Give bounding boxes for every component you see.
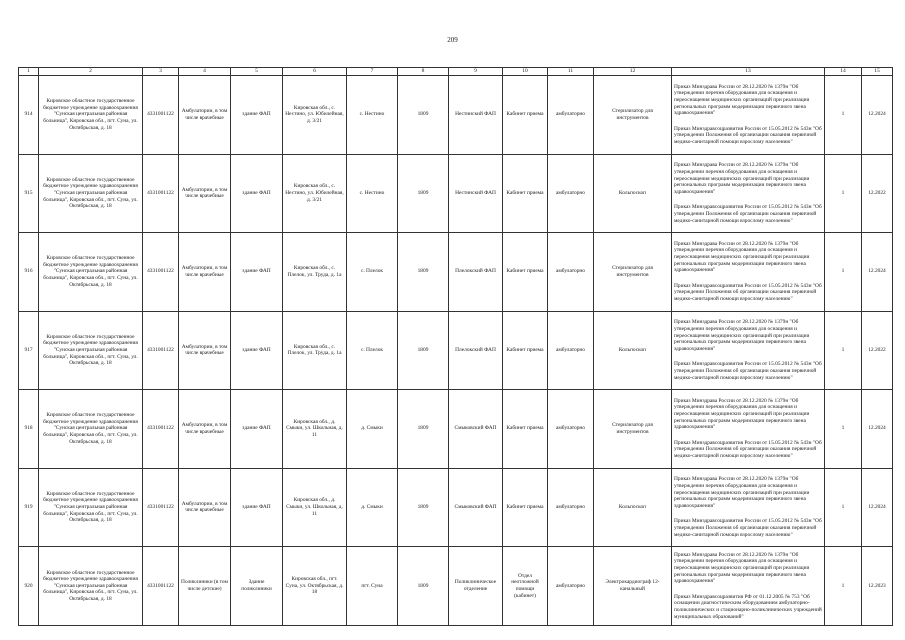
inn-cell: 4331001122	[143, 76, 179, 155]
facility-type-cell: Амбулатории, в том числе врачебные	[179, 468, 231, 547]
locality-cell: д. Смыки	[347, 390, 398, 469]
address-cell: Кировская обл., д. Смыки, ул. Школьная, д. 11	[283, 468, 347, 547]
year-cell: 1809	[398, 76, 449, 155]
legal-basis-order-1: Приказ Минздрава России от 28.12.2020 № 1379н "Об утверждении перечня оборудования для оснащения и переоснащения медицинских организаций при реализации региональных программ модернизации первичного звена здравоохранения"	[674, 319, 810, 352]
legal-basis-order-1: Приказ Минздрава России от 28.12.2020 № 1379н "Об утверждении перечня оборудования для оснащения и переоснащения медицинских организаций при реализации региональных программ модернизации первичного звена здравоохранения"	[674, 83, 810, 117]
column-header-5: 5	[231, 68, 283, 76]
legal-basis-cell	[672, 547, 825, 626]
year-cell: 1809	[398, 154, 449, 233]
legal-basis-order-1: Приказ Минздрава России от 28.12.2020 № 1379н "Об утверждении перечня оборудования для оснащения и переоснащения медицинских организаций при реализации региональных программ модернизации первичного звена здравоохранения"	[674, 476, 810, 509]
care-type-cell: амбулаторно	[548, 154, 594, 233]
address-cell: Кировская обл., пгт. Суна, ул. Октябрьская, д. 18	[283, 547, 347, 626]
quantity-cell: 1	[825, 233, 862, 312]
building-cell: здание ФАП	[231, 76, 283, 155]
room-cell: Кабинет приема	[503, 390, 548, 469]
legal-basis-cell	[672, 390, 825, 469]
inn-cell: 4331001122	[143, 547, 179, 626]
date-cell: 12.2023	[862, 547, 893, 626]
table-row	[19, 311, 893, 390]
room-cell: Кабинет приема	[503, 76, 548, 155]
row-number: 918	[19, 390, 39, 469]
column-header-8: 8	[398, 68, 449, 76]
unit-cell: Плелокский ФАП	[449, 233, 503, 312]
organization-cell: Кировское областное государственное бюджетное учреждение здравоохранения "Сунская центральная районная больница", Кировская обл., пгт. Суна, ул. Октябрьская, д. 18	[39, 233, 143, 312]
care-type-cell: амбулаторно	[548, 390, 594, 469]
building-cell: здание ФАП	[231, 468, 283, 547]
facility-type-cell: Поликлиники (в том числе детские)	[179, 547, 231, 626]
unit-cell: Смыковский ФАП	[449, 390, 503, 469]
column-header-2: 2	[39, 68, 143, 76]
year-cell: 1809	[398, 390, 449, 469]
quantity-cell: 1	[825, 547, 862, 626]
quantity-cell: 1	[825, 468, 862, 547]
inn-cell: 4331001122	[143, 233, 179, 312]
organization-cell: Кировское областное государственное бюджетное учреждение здравоохранения "Сунская центральная районная больница", Кировская обл., пгт. Суна, ул. Октябрьская, д. 18	[39, 76, 143, 155]
quantity-cell: 1	[825, 76, 862, 155]
quantity-cell: 1	[825, 390, 862, 469]
year-cell: 1809	[398, 311, 449, 390]
legal-basis-cell	[672, 154, 825, 233]
care-type-cell: амбулаторно	[548, 76, 594, 155]
room-cell: Кабинет приема	[503, 311, 548, 390]
organization-cell: Кировское областное государственное бюджетное учреждение здравоохранения "Сунская центральная районная больница", Кировская обл., пгт. Суна, ул. Октябрьская, д. 18	[39, 547, 143, 626]
year-cell: 1809	[398, 468, 449, 547]
organization-cell: Кировское областное государственное бюджетное учреждение здравоохранения "Сунская центральная районная больница", Кировская обл., пгт. Суна, ул. Октябрьская, д. 18	[39, 468, 143, 547]
column-header-7: 7	[347, 68, 398, 76]
quantity-cell: 1	[825, 154, 862, 233]
equipment-cell: Стерилизатор для инструментов	[594, 233, 672, 312]
row-number: 920	[19, 547, 39, 626]
equipment-cell: Стерилизатор для инструментов	[594, 390, 672, 469]
table-row	[19, 154, 893, 233]
legal-basis-order-2: Приказ Минздравсоцразвития России от 15.05.2012 № 543н "Об утверждении Положения об организации оказания первичной медико-санитарной помощи взрослому населению"	[674, 518, 822, 538]
unit-cell: Нестинский ФАП	[449, 76, 503, 155]
equipment-cell: Стерилизатор для инструментов	[594, 76, 672, 155]
date-cell: 12.2022	[862, 311, 893, 390]
row-number: 914	[19, 76, 39, 155]
row-number: 916	[19, 233, 39, 312]
legal-basis-cell	[672, 311, 825, 390]
organization-cell: Кировское областное государственное бюджетное учреждение здравоохранения "Сунская центральная районная больница", Кировская обл., пгт. Суна, ул. Октябрьская, д. 18	[39, 154, 143, 233]
header-row	[19, 68, 893, 76]
address-cell: Кировская обл., с. Плелок, ул. Труда, д. 1а	[283, 311, 347, 390]
legal-basis-order-2: Приказ Минздравсоцразвития России от 15.05.2012 № 543н "Об утверждении Положения об организации оказания первичной медико-санитарной помощи взрослому населению"	[674, 361, 822, 381]
table-row	[19, 390, 893, 469]
address-cell: Кировская обл., с. Нестино, ул. Юбилейная, д. 3/21	[283, 154, 347, 233]
room-cell: Кабинет приема	[503, 154, 548, 233]
row-number: 915	[19, 154, 39, 233]
address-cell: Кировская обл., д. Смыки, ул. Школьная, д. 11	[283, 390, 347, 469]
locality-cell: с. Плелок	[347, 233, 398, 312]
year-cell: 1809	[398, 233, 449, 312]
column-header-11: 11	[548, 68, 594, 76]
inn-cell: 4331001122	[143, 311, 179, 390]
column-header-1: 1	[19, 68, 39, 76]
legal-basis-cell	[672, 76, 825, 155]
unit-cell: Смыковский ФАП	[449, 468, 503, 547]
organization-cell: Кировское областное государственное бюджетное учреждение здравоохранения "Сунская центральная районная больница", Кировская обл., пгт. Суна, ул. Октябрьская, д. 18	[39, 390, 143, 469]
facility-type-cell: Амбулатории, в том числе врачебные	[179, 233, 231, 312]
date-cell: 12.2024	[862, 76, 893, 155]
locality-cell: д. Смыки	[347, 468, 398, 547]
locality-cell: пгт. Суна	[347, 547, 398, 626]
building-cell: здание ФАП	[231, 154, 283, 233]
table-row	[19, 233, 893, 312]
inn-cell: 4331001122	[143, 468, 179, 547]
column-header-13: 13	[672, 68, 825, 76]
legal-basis-order-2: Приказ Минздравсоцразвития России от 15.05.2012 № 543н "Об утверждении Положения об организации оказания первичной медико-санитарной помощи взрослому населению"	[674, 125, 822, 146]
legal-basis-order-1: Приказ Минздрава России от 28.12.2020 № 1379н "Об утверждении перечня оборудования для оснащения и переоснащения медицинских организаций при реализации региональных программ модернизации первичного звена здравоохранения"	[674, 240, 810, 274]
building-cell: здание ФАП	[231, 311, 283, 390]
locality-cell: с. Нестино	[347, 154, 398, 233]
column-header-6: 6	[283, 68, 347, 76]
locality-cell: с. Плелок	[347, 311, 398, 390]
legal-basis-order-2: Приказ Минздравсоцразвития России от 15.05.2012 № 543н "Об утверждении Положения об организации оказания первичной медико-санитарной помощи взрослому населению"	[674, 282, 822, 303]
building-cell: здание ФАП	[231, 233, 283, 312]
column-header-12: 12	[594, 68, 672, 76]
building-cell: здание ФАП	[231, 390, 283, 469]
inn-cell: 4331001122	[143, 154, 179, 233]
inn-cell: 4331001122	[143, 390, 179, 469]
room-cell: Кабинет приема	[503, 233, 548, 312]
column-header-10: 10	[503, 68, 548, 76]
organization-cell: Кировское областное государственное бюджетное учреждение здравоохранения "Сунская центральная районная больница", Кировская обл., пгт. Суна, ул. Октябрьская, д. 18	[39, 311, 143, 390]
locality-cell: с. Нестино	[347, 76, 398, 155]
facility-type-cell: Амбулатории, в том числе врачебные	[179, 154, 231, 233]
legal-basis-cell	[672, 468, 825, 547]
quantity-cell: 1	[825, 311, 862, 390]
legal-basis-cell	[672, 233, 825, 312]
address-cell: Кировская обл., с. Плелок, ул. Труда, д. 1а	[283, 233, 347, 312]
page-number: 209	[447, 36, 458, 44]
equipment-cell: Электрокардиограф 12-канальный	[594, 547, 672, 626]
care-type-cell: амбулаторно	[548, 468, 594, 547]
column-header-3: 3	[143, 68, 179, 76]
table-row	[19, 547, 893, 626]
legal-basis-order-2: Приказ Минздравсоцразвития России от 15.05.2012 № 543н "Об утверждении Положения об организации оказания первичной медико-санитарной помощи взрослому населению"	[674, 439, 822, 460]
facility-type-cell: Амбулатории, в том числе врачебные	[179, 76, 231, 155]
row-number: 917	[19, 311, 39, 390]
unit-cell: Плелокский ФАП	[449, 311, 503, 390]
facility-type-cell: Амбулатории, в том числе врачебные	[179, 390, 231, 469]
legal-basis-order-1: Приказ Минздрава России от 28.12.2020 № 1379н "Об утверждении перечня оборудования для оснащения и переоснащения медицинских организаций при реализации региональных программ модернизации первичного звена здравоохранения"	[674, 551, 810, 585]
column-header-14: 14	[825, 68, 862, 76]
building-cell: Здание поликлиники	[231, 547, 283, 626]
unit-cell: Поликлиническое отделение	[449, 547, 503, 626]
date-cell: 12.2024	[862, 468, 893, 547]
column-header-15: 15	[862, 68, 893, 76]
room-cell: Кабинет приема	[503, 468, 548, 547]
legal-basis-order-2: Приказ Минздравсоцразвития России от 15.05.2012 № 543н "Об утверждении Положения об организации оказания первичной медико-санитарной помощи взрослому населению"	[674, 204, 822, 224]
legal-basis-order-1: Приказ Минздрава России от 28.12.2020 № 1379н "Об утверждении перечня оборудования для оснащения и переоснащения медицинских организаций при реализации региональных программ модернизации первичного звена здравоохранения"	[674, 397, 810, 431]
legal-basis-order-1: Приказ Минздрава России от 28.12.2020 № 1379н "Об утверждении перечня оборудования для оснащения и переоснащения медицинских организаций при реализации региональных программ модернизации первичного звена здравоохранения"	[674, 162, 810, 195]
column-header-9: 9	[449, 68, 503, 76]
date-cell: 12.2022	[862, 154, 893, 233]
care-type-cell: амбулаторно	[548, 547, 594, 626]
table-row	[19, 468, 893, 547]
equipment-table	[18, 67, 893, 626]
row-number: 919	[19, 468, 39, 547]
equipment-cell: Кольпоскоп	[594, 311, 672, 390]
unit-cell: Нестинский ФАП	[449, 154, 503, 233]
care-type-cell: амбулаторно	[548, 311, 594, 390]
equipment-cell: Кольпоскоп	[594, 468, 672, 547]
address-cell: Кировская обл., с. Нестино, ул. Юбилейная, д. 3/21	[283, 76, 347, 155]
room-cell: Отдел неотложной помощи (кабинет)	[503, 547, 548, 626]
table-row	[19, 76, 893, 155]
legal-basis-order-2: Приказ Минздравсоцразвития РФ от 01.12.2005 № 753 "Об оснащении диагностическим оборудованием амбулаторно-поликлинических и стационарно-поликлинических учреждений муниципальных образований"	[674, 593, 822, 620]
date-cell: 12.2024	[862, 233, 893, 312]
care-type-cell: амбулаторно	[548, 233, 594, 312]
column-header-4: 4	[179, 68, 231, 76]
equipment-cell: Кольпоскоп	[594, 154, 672, 233]
date-cell: 12.2024	[862, 390, 893, 469]
facility-type-cell: Амбулатории, в том числе врачебные	[179, 311, 231, 390]
year-cell: 1809	[398, 547, 449, 626]
